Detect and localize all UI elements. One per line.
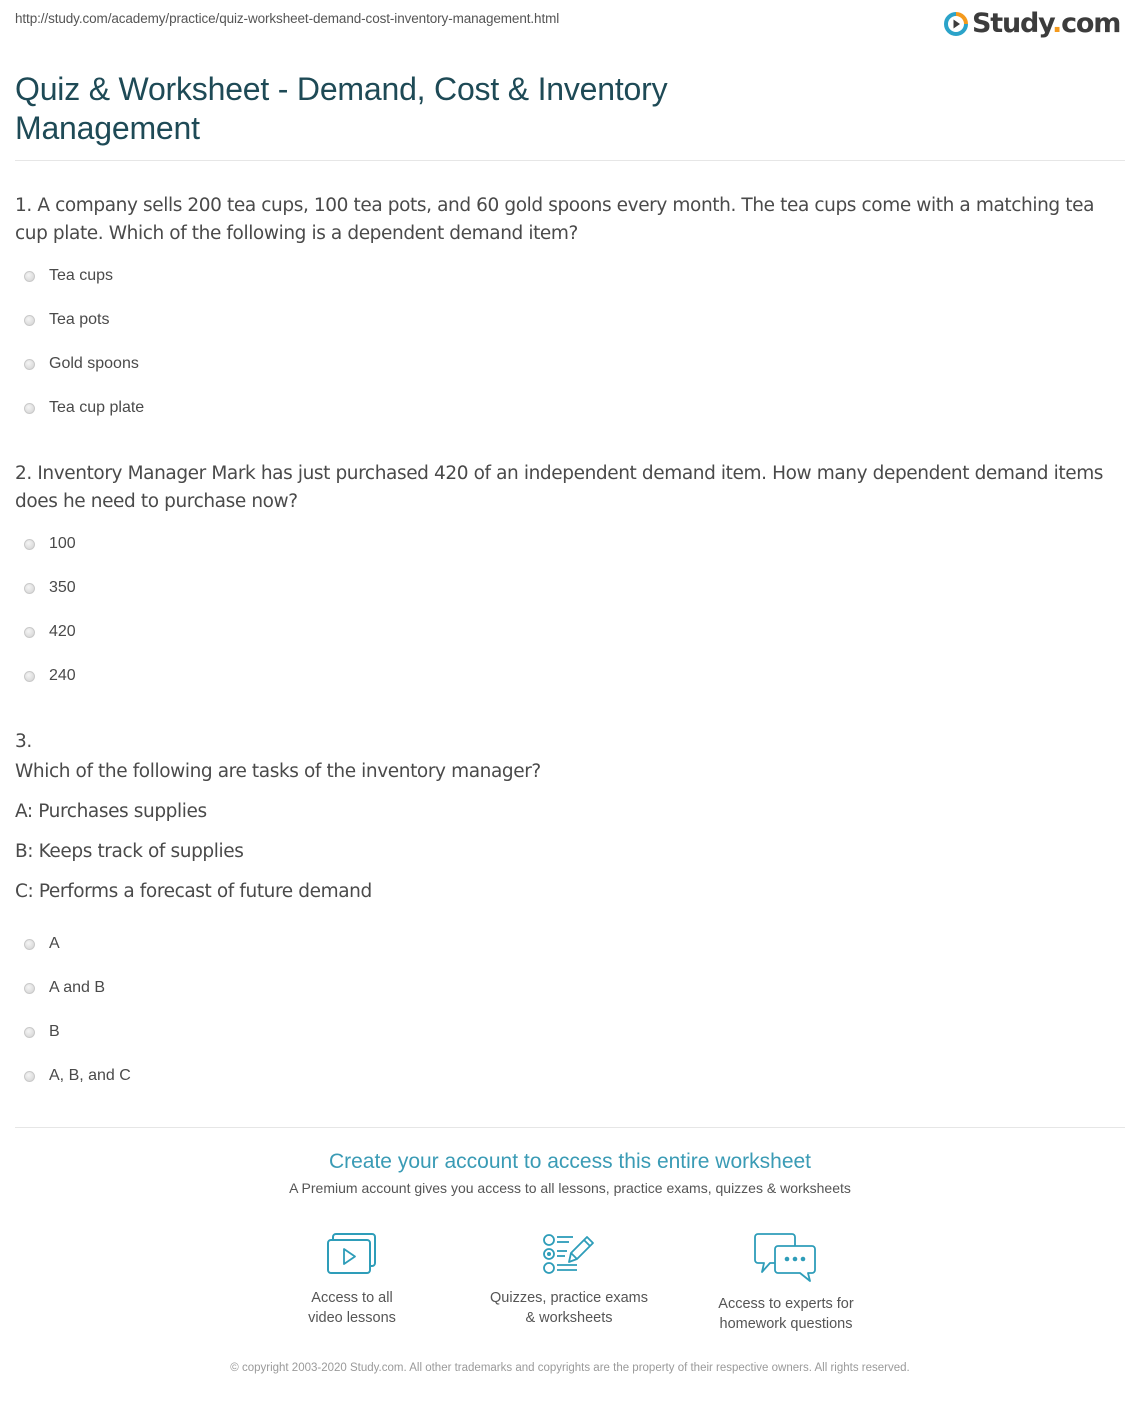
answer-label: 100 xyxy=(49,535,76,552)
radio-button[interactable] xyxy=(24,983,35,994)
copyright-notice: © copyright 2003-2020 Study.com. All other trademarks and copyrights are the property of their respective owners. All rights reserved. xyxy=(230,1362,910,1374)
question-3-text: Which of the following are tasks of the inventory manager? xyxy=(15,761,541,782)
answer-option[interactable] xyxy=(15,254,1115,298)
radio-button[interactable] xyxy=(24,1071,35,1082)
logo-text xyxy=(972,8,1120,40)
radio-button[interactable] xyxy=(24,359,35,370)
feature-video-lessons xyxy=(252,1232,452,1328)
radio-button[interactable] xyxy=(24,403,35,414)
quiz-checklist-icon xyxy=(541,1232,597,1276)
question-2-text: 2. Inventory Manager Mark has just purchased 420 of an independent demand item. How many dependent demand items does he need to purchase now? xyxy=(15,463,1104,512)
answer-label: 420 xyxy=(49,623,76,640)
question-1 xyxy=(15,192,1115,430)
answer-label: A and B xyxy=(49,979,106,996)
feature-label: Access to all video lessons xyxy=(308,1290,396,1326)
question-2-options xyxy=(15,522,1115,698)
question-1-text: 1. A company sells 200 tea cups, 100 tea pots, and 60 gold spoons every month. The tea cups come with a matching tea cup plate. Which of the following is a dependent demand item? xyxy=(15,195,1095,244)
video-lessons-icon xyxy=(326,1232,378,1276)
study-logo-play-icon xyxy=(944,12,968,36)
logo-tld: com xyxy=(1061,8,1121,39)
question-3-options xyxy=(15,922,1115,1098)
answer-option[interactable] xyxy=(15,386,1115,430)
radio-button[interactable] xyxy=(24,1027,35,1038)
answer-label: Tea cup plate xyxy=(49,399,145,416)
chat-bubbles-icon xyxy=(754,1232,818,1282)
question-3-statement-c: C: Performs a forecast of future demand xyxy=(15,881,372,902)
radio-button[interactable] xyxy=(24,271,35,282)
answer-label: 240 xyxy=(49,667,76,684)
logo-dot: . xyxy=(1052,8,1062,39)
answer-option[interactable] xyxy=(15,342,1115,386)
study-com-logo[interactable] xyxy=(944,8,1120,40)
question-3 xyxy=(15,728,1115,1098)
question-3-statement-b: B: Keeps track of supplies xyxy=(15,841,244,862)
answer-option[interactable] xyxy=(15,298,1115,342)
feature-label: Quizzes, practice exams & worksheets xyxy=(490,1290,648,1326)
feature-quizzes xyxy=(469,1232,669,1328)
answer-option[interactable] xyxy=(15,1054,1115,1098)
title-divider xyxy=(15,160,1125,161)
radio-button[interactable] xyxy=(24,315,35,326)
page-title: Quiz & Worksheet - Demand, Cost & Inventory Management xyxy=(15,71,668,146)
answer-option[interactable] xyxy=(15,966,1115,1010)
cta-divider xyxy=(15,1127,1125,1128)
answer-label: 350 xyxy=(49,579,76,596)
cta-subtitle: A Premium account gives you access to all lessons, practice exams, quizzes & worksheets xyxy=(289,1180,851,1196)
radio-button[interactable] xyxy=(24,627,35,638)
answer-option[interactable] xyxy=(15,1010,1115,1054)
answer-option[interactable] xyxy=(15,922,1115,966)
answer-label: Gold spoons xyxy=(49,355,139,372)
answer-option[interactable] xyxy=(15,610,1115,654)
answer-option[interactable] xyxy=(15,654,1115,698)
answer-label: B xyxy=(49,1023,60,1040)
answer-label: Tea cups xyxy=(49,267,114,284)
radio-button[interactable] xyxy=(24,671,35,682)
feature-experts xyxy=(686,1232,886,1334)
answer-option[interactable] xyxy=(15,522,1115,566)
answer-label: A, B, and C xyxy=(49,1067,131,1084)
logo-name: Study xyxy=(972,8,1053,39)
radio-button[interactable] xyxy=(24,583,35,594)
radio-button[interactable] xyxy=(24,939,35,950)
answer-label: Tea pots xyxy=(49,311,110,328)
page-url: http://study.com/academy/practice/quiz-worksheet-demand-cost-inventory-management.html xyxy=(15,11,560,26)
question-3-number: 3. xyxy=(15,731,32,752)
answer-option[interactable] xyxy=(15,566,1115,610)
answer-label: A xyxy=(49,935,60,952)
question-2 xyxy=(15,460,1115,698)
question-3-statement-a: A: Purchases supplies xyxy=(15,801,207,822)
feature-label: Access to experts for homework questions xyxy=(718,1296,854,1332)
question-1-options xyxy=(15,254,1115,430)
radio-button[interactable] xyxy=(24,539,35,550)
cta-title[interactable]: Create your account to access this entire worksheet xyxy=(328,1150,812,1173)
